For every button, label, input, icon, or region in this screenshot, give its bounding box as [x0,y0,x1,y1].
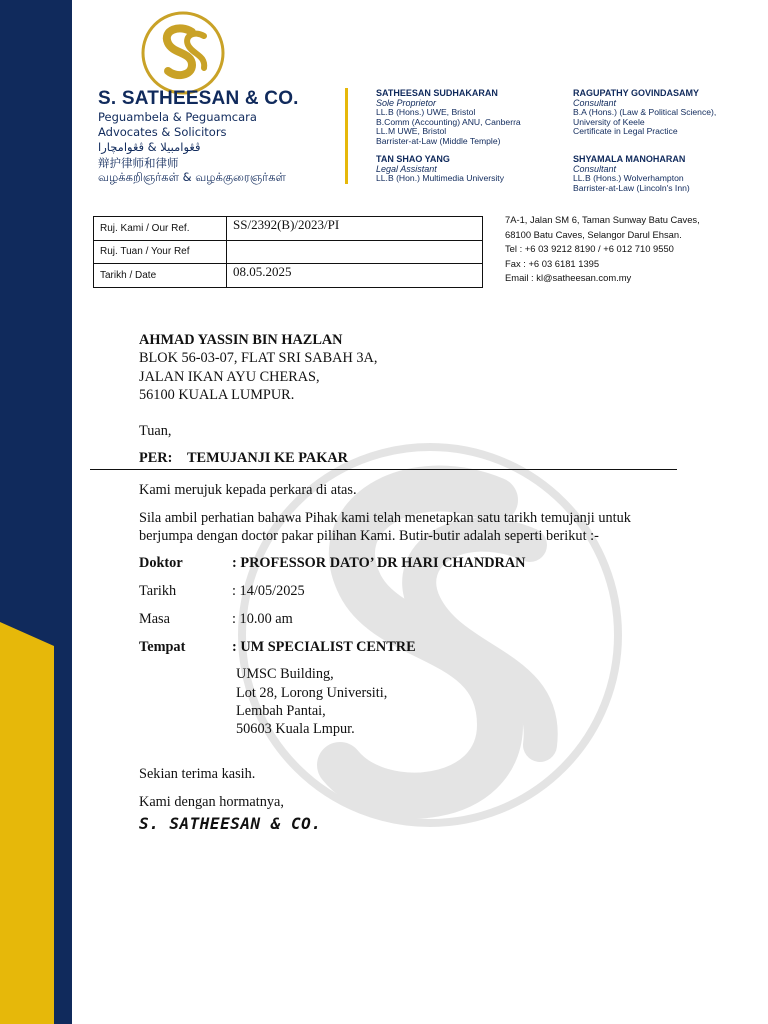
signature: S. SATHEESAN & CO. [139,814,322,833]
doctor-label: Doktor [139,555,183,571]
closing-regards: Kami dengan hormatnya, [139,794,284,810]
firm-subtitle-5: வழக்கறிஞர்கள் & வழக்குரைஞர்கள் [98,170,286,184]
person-qualification: B.A (Hons.) (Law & Political Science), [573,107,717,117]
reference-table [93,216,483,288]
firm-logo-icon [140,10,226,96]
person-name: RAGUPATHY GOVINDASAMY [573,88,700,98]
person-role: Sole Proprietor [376,98,437,108]
person-qualification: LL.B (Hons.) UWE, Bristol [376,107,476,117]
person-qualification: LL.M UWE, Bristol [376,126,447,137]
place-address-line: 50603 Kuala Lmpur. [236,721,355,737]
person-qualification: Certificate in Legal Practice [573,126,678,137]
firm-subtitle-4: 辩护律师和律师 [98,156,179,170]
email-link[interactable]: Email : kl@satheesan.com.my [505,272,632,284]
recipient-address-line: JALAN IKAN AYU CHERAS, [139,369,320,385]
paragraph-intro: Kami merujuk kepada perkara di atas. [139,482,357,498]
person-2 [573,88,716,137]
paragraph-body-line: berjumpa dengan doctor pakar pilihan Kami. Butir-butir adalah seperti berikut :- [139,528,599,544]
table-row [94,217,483,241]
person-name: TAN SHAO YANG [376,154,450,164]
appointment-time-value: : 10.00 am [232,611,293,627]
person-3 [376,154,504,184]
subject-prefix: PER: [139,450,173,466]
salutation: Tuan, [139,423,172,439]
person-1 [376,88,521,146]
appointment-date-value: : 14/05/2025 [232,583,305,599]
table-row [94,264,483,288]
appointment-time-label: Masa [139,611,170,627]
person-role: Consultant [573,98,617,108]
person-role: Consultant [573,164,617,174]
place-address-line: UMSC Building, [236,666,334,682]
address-line: 68100 Batu Caves, Selangor Darul Ehsan. [505,228,682,240]
firm-subtitle-1: Peguambela & Peguamcara [98,110,257,124]
person-qualification: Barrister-at-Law (Middle Temple) [376,135,501,146]
your-ref-value [227,240,483,264]
person-qualification: University of Keele [573,116,645,127]
person-name: SHYAMALA MANOHARAN [573,154,686,164]
person-qualification: LL.B (Hon.) Multimedia University [376,173,504,183]
closing-thanks: Sekian terima kasih. [139,766,256,782]
our-ref-value: SS/2392(B)/2023/PI [227,217,483,241]
recipient-name: AHMAD YASSIN BIN HAZLAN [139,332,343,348]
date-label: Tarikh / Date [94,264,227,288]
firm-name: S. SATHEESAN & CO. [98,88,299,109]
person-name: SATHEESAN SUDHAKARAN [376,88,498,98]
place-label: Tempat [139,639,186,655]
date-value: 08.05.2025 [227,264,483,288]
paragraph-body-line: Sila ambil perhatian bahawa Pihak kami telah menetapkan satu tarikh temujanji untuk [139,510,631,526]
table-row [94,240,483,264]
place-value: : UM SPECIALIST CENTRE [232,639,416,655]
person-role: Legal Assistant [376,164,437,174]
subject-underline [90,469,677,470]
your-ref-label: Ruj. Tuan / Your Ref [94,240,227,264]
header-divider [345,88,348,184]
place-address-line: Lembah Pantai, [236,703,326,719]
person-4 [573,154,690,193]
recipient-address-line: 56100 KUALA LUMPUR. [139,387,295,403]
recipient-address-line: BLOK 56-03-07, FLAT SRI SABAH 3A, [139,350,378,366]
subject-title: TEMUJANJI KE PAKAR [187,450,348,466]
person-qualification: LL.B (Hons.) Wolverhampton [573,173,684,183]
place-address-line: Lot 28, Lorong Universiti, [236,685,388,701]
firm-subtitle-2: Advocates & Solicitors [98,125,227,139]
our-ref-label: Ruj. Kami / Our Ref. [94,217,227,241]
telephone: Tel : +6 03 9212 8190 / +6 012 710 9550 [505,243,674,255]
address-line: 7A-1, Jalan SM 6, Taman Sunway Batu Caves, [505,214,700,225]
person-qualification: Barrister-at-Law (Lincoln's Inn) [573,182,690,193]
contact-block [505,213,700,286]
fax: Fax : +6 03 6181 1395 [505,257,600,269]
doctor-value: : PROFESSOR DATO’ DR HARI CHANDRAN [232,555,526,571]
appointment-date-label: Tarikh [139,583,177,599]
person-qualification: B.Comm (Accounting) ANU, Canberra [376,116,521,127]
firm-subtitle-3: ڤڠوامبيلا & ڤڠوامچارا [98,140,201,154]
